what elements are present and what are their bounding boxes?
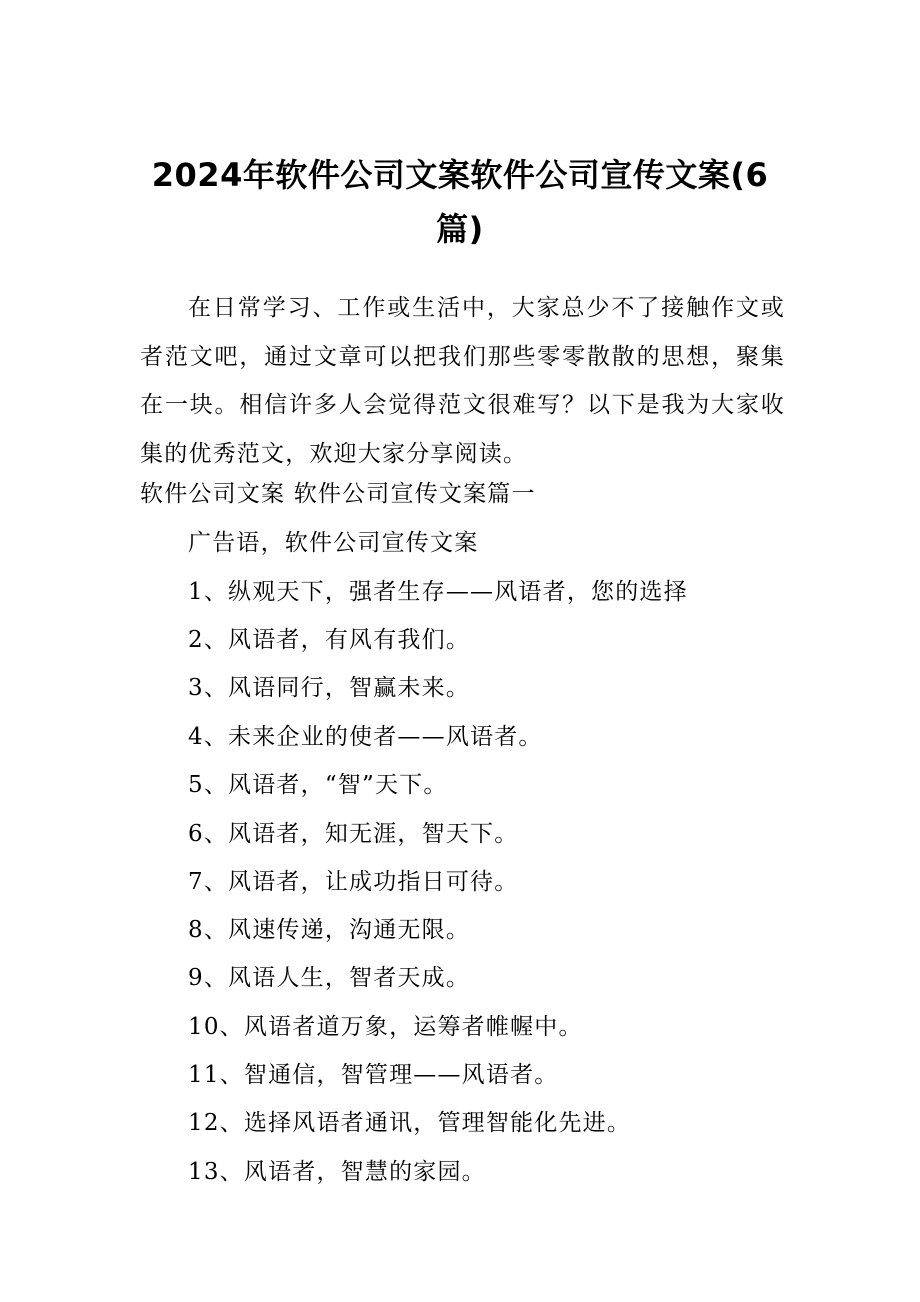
slogan-item: 10、风语者道万象，运筹者帷幄中。 (188, 1014, 583, 1040)
slogan-item: 8、风速传递，沟通无限。 (188, 917, 471, 943)
slogan-item: 11、智通信，智管理——风语者。 (188, 1062, 559, 1088)
slogan-item: 2、风语者，有风有我们。 (188, 627, 471, 653)
slogan-item: 5、风语者，“智”天下。 (188, 772, 448, 798)
slogan-item: 9、风语人生，智者天成。 (188, 965, 471, 991)
slogan-item: 4、未来企业的使者——风语者。 (188, 724, 543, 750)
slogan-item: 13、风语者，智慧的家园。 (188, 1159, 486, 1185)
slogan-item: 3、风语同行，智赢未来。 (188, 675, 471, 701)
slogan-item: 7、风语者，让成功指日可待。 (188, 869, 519, 895)
document-title: 2024年软件公司文案软件公司宣传文案(6篇) (151, 156, 769, 248)
slogan-item: 6、风语者，知无涯，智天下。 (188, 821, 519, 847)
section-heading: 软件公司文案 软件公司宣传文案篇一 (140, 481, 536, 507)
subheading: 广告语，软件公司宣传文案 (188, 530, 479, 556)
slogan-item: 1、纵观天下，强者生存——风语者，您的选择 (188, 579, 688, 605)
slogan-item: 12、选择风语者通讯，管理智能化先进。 (188, 1110, 632, 1136)
intro-paragraph: 在日常学习、工作或生活中，大家总少不了接触作文或者范文吧，通过文章可以把我们那些零零散散的思想，聚集在一块。相信许多人会觉得范文很难写？以下是我为大家收集的优秀范文，欢迎大家分享阅读。 (140, 295, 785, 467)
